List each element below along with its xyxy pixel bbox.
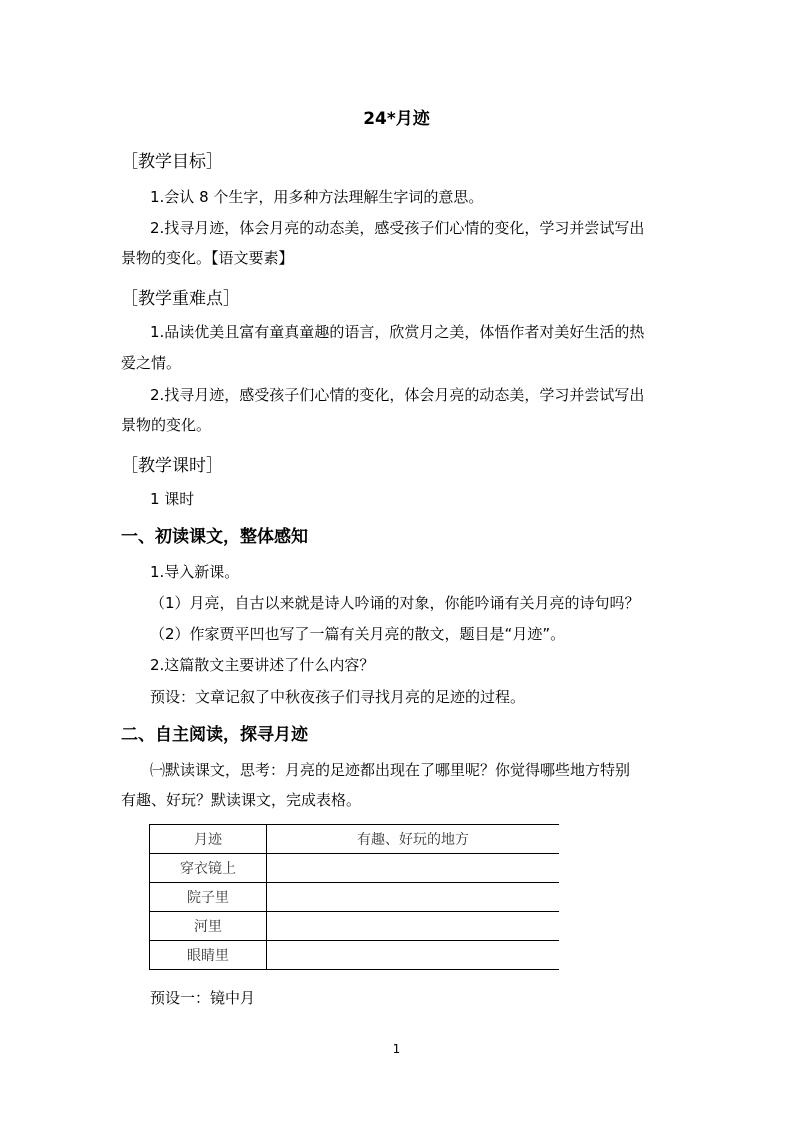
section-heading-key-points: ［教学重难点］ bbox=[121, 289, 240, 309]
key-point-1-line-2: 爱之情。 bbox=[121, 354, 182, 372]
goal-item-1: 1.会认 8 个生字，用多种方法理解生字词的意思。 bbox=[150, 188, 484, 206]
table-header-cell: 月迹 bbox=[150, 825, 267, 854]
table-row bbox=[150, 941, 560, 970]
key-point-1-line-1: 1.品读优美且富有童真童趣的语言，欣赏月之美，体悟作者对美好生活的热 bbox=[150, 323, 645, 341]
table-cell-location: 河里 bbox=[150, 912, 267, 941]
table-cell-answer[interactable] bbox=[267, 854, 560, 883]
part-1-sub-1: （1）月亮，自古以来就是诗人吟诵的对象，你能吟诵有关月亮的诗句吗？ bbox=[150, 594, 640, 612]
table-header-cell: 有趣、好玩的地方 bbox=[267, 825, 560, 854]
key-point-2-line-1: 2.找寻月迹，感受孩子们心情的变化，体会月亮的动态美，学习并尝试写出 bbox=[150, 386, 645, 404]
moon-trace-table bbox=[149, 824, 559, 970]
part-1-item-2: 2.这篇散文主要讲述了什么内容？ bbox=[150, 656, 375, 674]
section-heading-goals: ［教学目标］ bbox=[121, 152, 223, 172]
part-1-sub-2: （2）作家贾平凹也写了一篇有关月亮的散文，题目是“月迹”。 bbox=[150, 625, 566, 643]
table-row bbox=[150, 912, 560, 941]
table-cell-location: 穿衣镜上 bbox=[150, 854, 267, 883]
part-1-item-1: 1.导入新课。 bbox=[150, 563, 240, 581]
table-cell-location: 院子里 bbox=[150, 883, 267, 912]
table-cell-location: 眼睛里 bbox=[150, 941, 267, 970]
document-title: 24*月迹 bbox=[363, 109, 430, 129]
part-1-heading: 一、初读课文，整体感知 bbox=[121, 527, 308, 547]
part-1-preset: 预设：文章记叙了中秋夜孩子们寻找月亮的足迹的过程。 bbox=[150, 688, 526, 706]
part-2-intro-line-1: ㈠默读课文，思考：月亮的足迹都出现在了哪里呢？你觉得哪些地方特别 bbox=[150, 761, 631, 779]
table-cell-answer[interactable] bbox=[267, 941, 560, 970]
table-cell-answer[interactable] bbox=[267, 912, 560, 941]
goal-item-2-line-2: 景物的变化。【语文要素】 bbox=[121, 249, 294, 267]
table-header-row bbox=[150, 825, 560, 854]
key-point-2-line-2: 景物的变化。 bbox=[121, 416, 212, 434]
table-row bbox=[150, 883, 560, 912]
hours-value: 1 课时 bbox=[150, 490, 195, 508]
goal-item-2-line-1: 2.找寻月迹，体会月亮的动态美，感受孩子们心情的变化，学习并尝试写出 bbox=[150, 219, 645, 237]
part-2-preset-1: 预设一：镜中月 bbox=[150, 989, 256, 1007]
page-number: 1 bbox=[392, 1042, 401, 1056]
table-row bbox=[150, 854, 560, 883]
part-2-heading: 二、自主阅读，探寻月迹 bbox=[121, 725, 308, 745]
part-2-intro-line-2: 有趣、好玩？默读课文，完成表格。 bbox=[121, 791, 362, 809]
table-cell-answer[interactable] bbox=[267, 883, 560, 912]
section-heading-hours: ［教学课时］ bbox=[121, 456, 223, 476]
